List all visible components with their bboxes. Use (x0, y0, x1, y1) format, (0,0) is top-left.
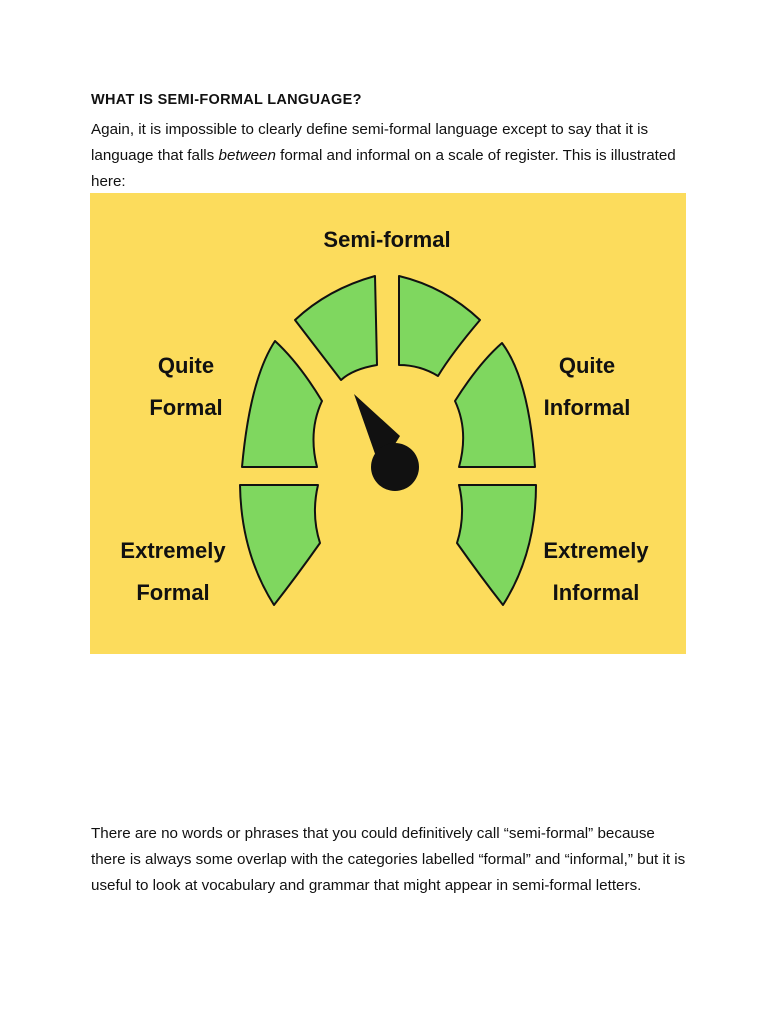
outro-paragraph: There are no words or phrases that you could definitively call “semi-formal” because there is always some overlap with the categories labelled “formal” and “informal,” but it is useful to look at vocabulary and grammar that might appear in semi-formal letters. (91, 825, 686, 894)
segment-extremely-informal (457, 485, 536, 605)
label-quite-formal-line2: Formal (149, 395, 223, 420)
label-quite-informal-line1: Quite (558, 353, 616, 378)
segment-semi-formal-right (399, 276, 480, 376)
needle-hub (371, 443, 419, 491)
label-extremely-formal-line1: Extremely (120, 538, 226, 563)
label-quite-informal-line2: Informal (543, 395, 631, 420)
intro-paragraph (91, 117, 691, 195)
segment-extremely-formal (240, 485, 320, 605)
label-semi-formal: Semi-formal (323, 227, 451, 252)
intro-text-after: formal and informal on a scale of register. This is illustrated here: (91, 147, 676, 190)
gauge-needle (354, 394, 419, 491)
segment-semi-formal-left (295, 276, 377, 380)
section-heading: WHAT IS SEMI-FORMAL LANGUAGE? (91, 92, 362, 108)
intro-text-before: Again, it is impossible to clearly define semi-formal language except to say that it is language that falls (91, 121, 649, 164)
segment-quite-informal (455, 343, 535, 467)
label-extremely-informal-line1: Extremely (543, 538, 649, 563)
label-quite-formal-line1: Quite (157, 353, 215, 378)
label-extremely-informal-line2: Informal (552, 580, 640, 605)
intro-emphasis: between (218, 147, 276, 164)
register-scale-figure (90, 193, 686, 654)
register-gauge (90, 193, 686, 654)
segment-quite-formal (242, 341, 322, 467)
label-extremely-formal-line2: Formal (136, 580, 210, 605)
